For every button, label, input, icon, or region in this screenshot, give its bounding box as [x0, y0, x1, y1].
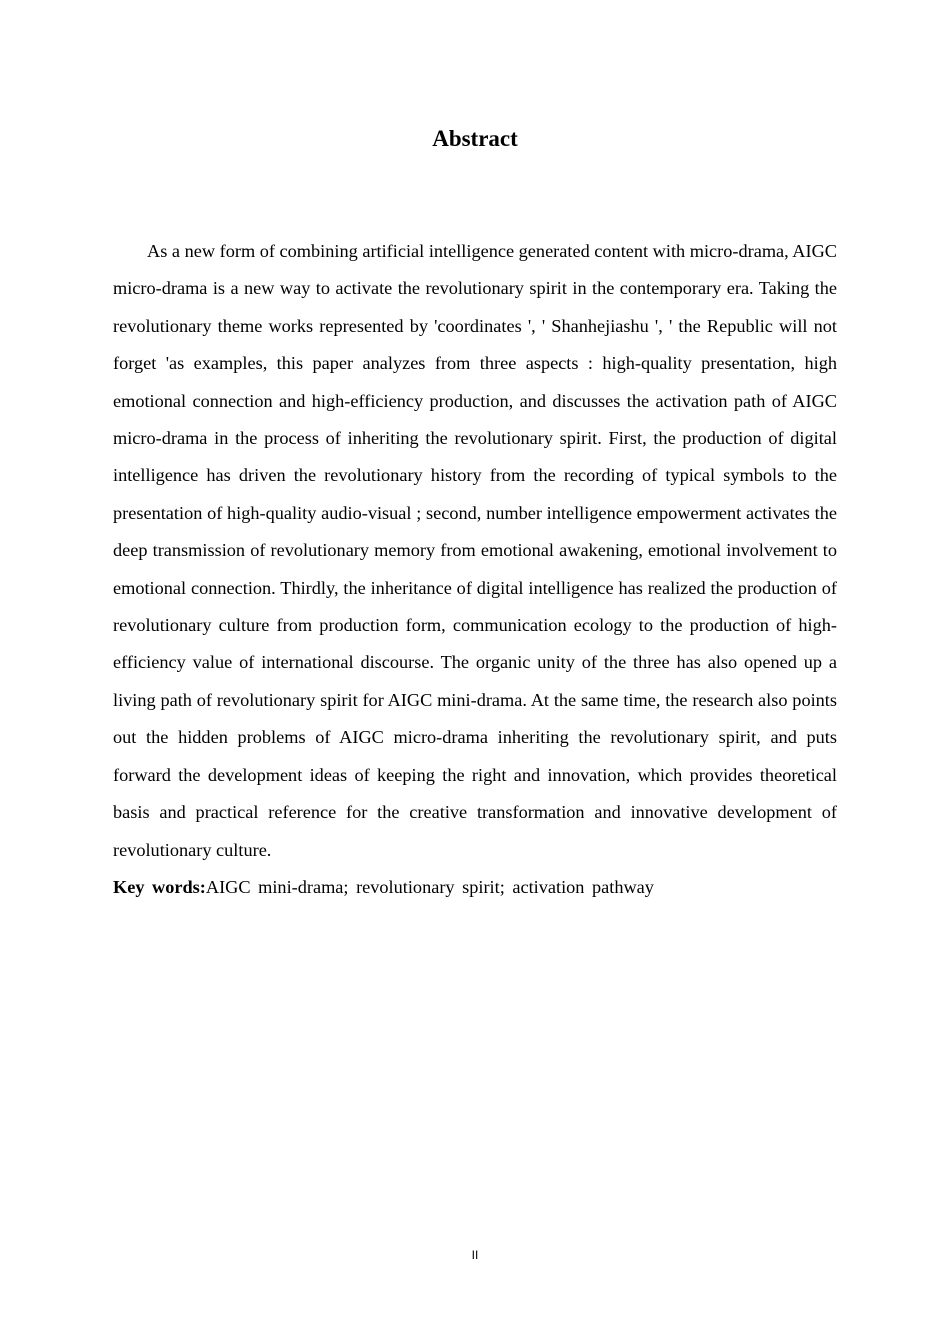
keywords-text: AIGC mini-drama; revolutionary spirit; activation pathway	[205, 877, 654, 897]
keywords-label: Key words:	[113, 877, 206, 897]
keywords-line	[113, 874, 837, 900]
abstract-body: As a new form of combining artificial intelligence generated content with micro-drama, AIGC micro-drama is a new way to activate the revolutionary spirit in the contemporary era. Taking the revolutionary theme works represented by 'coordinates ', ' Shanhejiashu ', ' the Republic will not forget 'as examples, this paper analyzes from three aspects : high-quality presentation, high emotional connection and high-efficiency production, and discusses the activation path of AIGC micro-drama in the process of inheriting the revolutionary spirit. First, the production of digital intelligence has driven the revolutionary history from the recording of typical symbols to the presentation of high-quality audio-visual ; second, number intelligence empowerment activates the deep transmission of revolutionary memory from emotional awakening, emotional involvement to emotional connection. Thirdly, the inheritance of digital intelligence has realized the production of revolutionary culture from production form, communication ecology to the production of high-efficiency value of international discourse. The organic unity of the three has also opened up a living path of revolutionary spirit for AIGC mini-drama. At the same time, the research also points out the hidden problems of AIGC micro-drama inheriting the revolutionary spirit, and puts forward the development ideas of keeping the right and innovation, which provides theoretical basis and practical reference for the creative transformation and innovative development of revolutionary culture.	[113, 241, 837, 860]
page-number: II	[471, 1248, 479, 1262]
abstract-title: Abstract	[432, 126, 518, 151]
